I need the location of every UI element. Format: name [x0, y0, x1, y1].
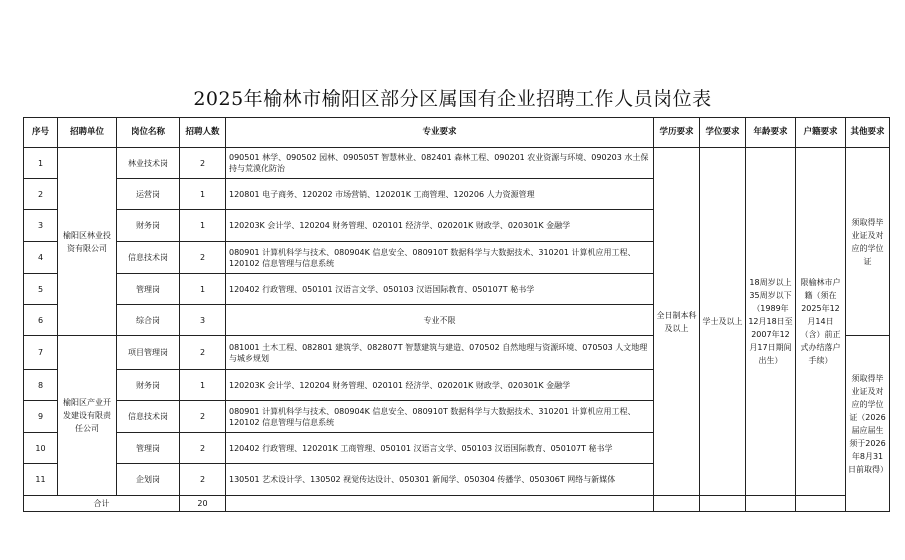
header-row	[24, 118, 890, 148]
row-no: 8	[24, 370, 58, 401]
total-empty	[746, 496, 796, 512]
row-major: 080901 计算机科学与技术、080904K 信息安全、080910T 数据科学与大数据技术、310201 计算机应用工程、120102 信息管理与信息系统	[226, 242, 654, 274]
education-cell: 全日制本科及以上	[654, 148, 700, 496]
row-count: 1	[180, 179, 226, 210]
row-count: 1	[180, 370, 226, 401]
table-row	[24, 148, 890, 179]
row-count: 2	[180, 433, 226, 464]
row-major: 专业不限	[226, 305, 654, 336]
row-major: 120402 行政管理、050101 汉语言文学、050103 汉语国际教育、050107T 秘书学	[226, 274, 654, 305]
row-count: 3	[180, 305, 226, 336]
header-major: 专业要求	[226, 118, 654, 148]
total-empty	[796, 496, 846, 512]
unit-cell: 榆阳区林业投资有限公司	[58, 148, 117, 336]
row-no: 1	[24, 148, 58, 179]
row-no: 10	[24, 433, 58, 464]
row-post: 信息技术岗	[117, 401, 180, 433]
row-no: 7	[24, 336, 58, 370]
header-degree: 学位要求	[700, 118, 746, 148]
row-post: 综合岗	[117, 305, 180, 336]
row-count: 2	[180, 336, 226, 370]
row-major: 120402 行政管理、120201K 工商管理、050101 汉语言文学、050103 汉语国际教育、050107T 秘书学	[226, 433, 654, 464]
total-empty	[700, 496, 746, 512]
header-age: 年龄要求	[746, 118, 796, 148]
header-unit: 招聘单位	[58, 118, 117, 148]
header-residence: 户籍要求	[796, 118, 846, 148]
header-education: 学历要求	[654, 118, 700, 148]
row-no: 3	[24, 210, 58, 242]
total-label: 合计	[24, 496, 180, 512]
row-post: 企划岗	[117, 464, 180, 496]
row-post: 运营岗	[117, 179, 180, 210]
row-no: 6	[24, 305, 58, 336]
row-major: 120203K 会计学、120204 财务管理、020101 经济学、020201K 财政学、020301K 金融学	[226, 210, 654, 242]
row-no: 4	[24, 242, 58, 274]
header-count: 招聘人数	[180, 118, 226, 148]
row-major: 120203K 会计学、120204 财务管理、020101 经济学、020201K 财政学、020301K 金融学	[226, 370, 654, 401]
row-count: 2	[180, 464, 226, 496]
row-no: 5	[24, 274, 58, 305]
row-no: 2	[24, 179, 58, 210]
total-empty	[226, 496, 654, 512]
page-title: 2025年榆林市榆阳区部分区属国有企业招聘工作人员岗位表	[193, 88, 712, 110]
row-post: 林业技术岗	[117, 148, 180, 179]
row-post: 信息技术岗	[117, 242, 180, 274]
row-major: 081001 土木工程、082801 建筑学、082807T 智慧建筑与建造、070502 自然地理与资源环境、070503 人文地理与城乡规划	[226, 336, 654, 370]
total-empty	[654, 496, 700, 512]
row-major: 120801 电子商务、120202 市场营销、120201K 工商管理、120206 人力资源管理	[226, 179, 654, 210]
row-count: 2	[180, 242, 226, 274]
row-post: 财务岗	[117, 210, 180, 242]
row-major: 080901 计算机科学与技术、080904K 信息安全、080910T 数据科学与大数据技术、310201 计算机应用工程、120102 信息管理与信息系统	[226, 401, 654, 433]
other-requirement-cell: 须取得毕业证及对应的学位证（2026届应届生须于2026年8月31日前取得）	[846, 336, 890, 512]
unit-cell: 榆阳区产业开发建设有限责任公司	[58, 336, 117, 496]
row-post: 管理岗	[117, 433, 180, 464]
row-major: 130501 艺术设计学、130502 视觉传达设计、050301 新闻学、050304 传播学、050306T 网络与新媒体	[226, 464, 654, 496]
row-count: 2	[180, 148, 226, 179]
row-post: 财务岗	[117, 370, 180, 401]
row-post: 项目管理岗	[117, 336, 180, 370]
row-no: 11	[24, 464, 58, 496]
recruitment-table	[23, 117, 890, 512]
row-no: 9	[24, 401, 58, 433]
total-count: 20	[180, 496, 226, 512]
header-other: 其他要求	[846, 118, 890, 148]
age-cell: 18周岁以上35周岁以下（1989年12月18日至2007年12月17日期间出生）	[746, 148, 796, 496]
row-count: 1	[180, 210, 226, 242]
row-major: 090501 林学、090502 园林、090505T 智慧林业、082401 森林工程、090201 农业资源与环境、090203 水土保持与荒漠化防治	[226, 148, 654, 179]
degree-cell: 学士及以上	[700, 148, 746, 496]
total-row	[24, 496, 890, 512]
other-requirement-cell: 须取得毕业证及对应的学位证	[846, 148, 890, 336]
row-post: 管理岗	[117, 274, 180, 305]
header-post: 岗位名称	[117, 118, 180, 148]
header-no: 序号	[24, 118, 58, 148]
row-count: 1	[180, 274, 226, 305]
residence-cell: 限榆林市户籍（须在2025年12月14日（含）前正式办结落户手续）	[796, 148, 846, 496]
row-count: 2	[180, 401, 226, 433]
